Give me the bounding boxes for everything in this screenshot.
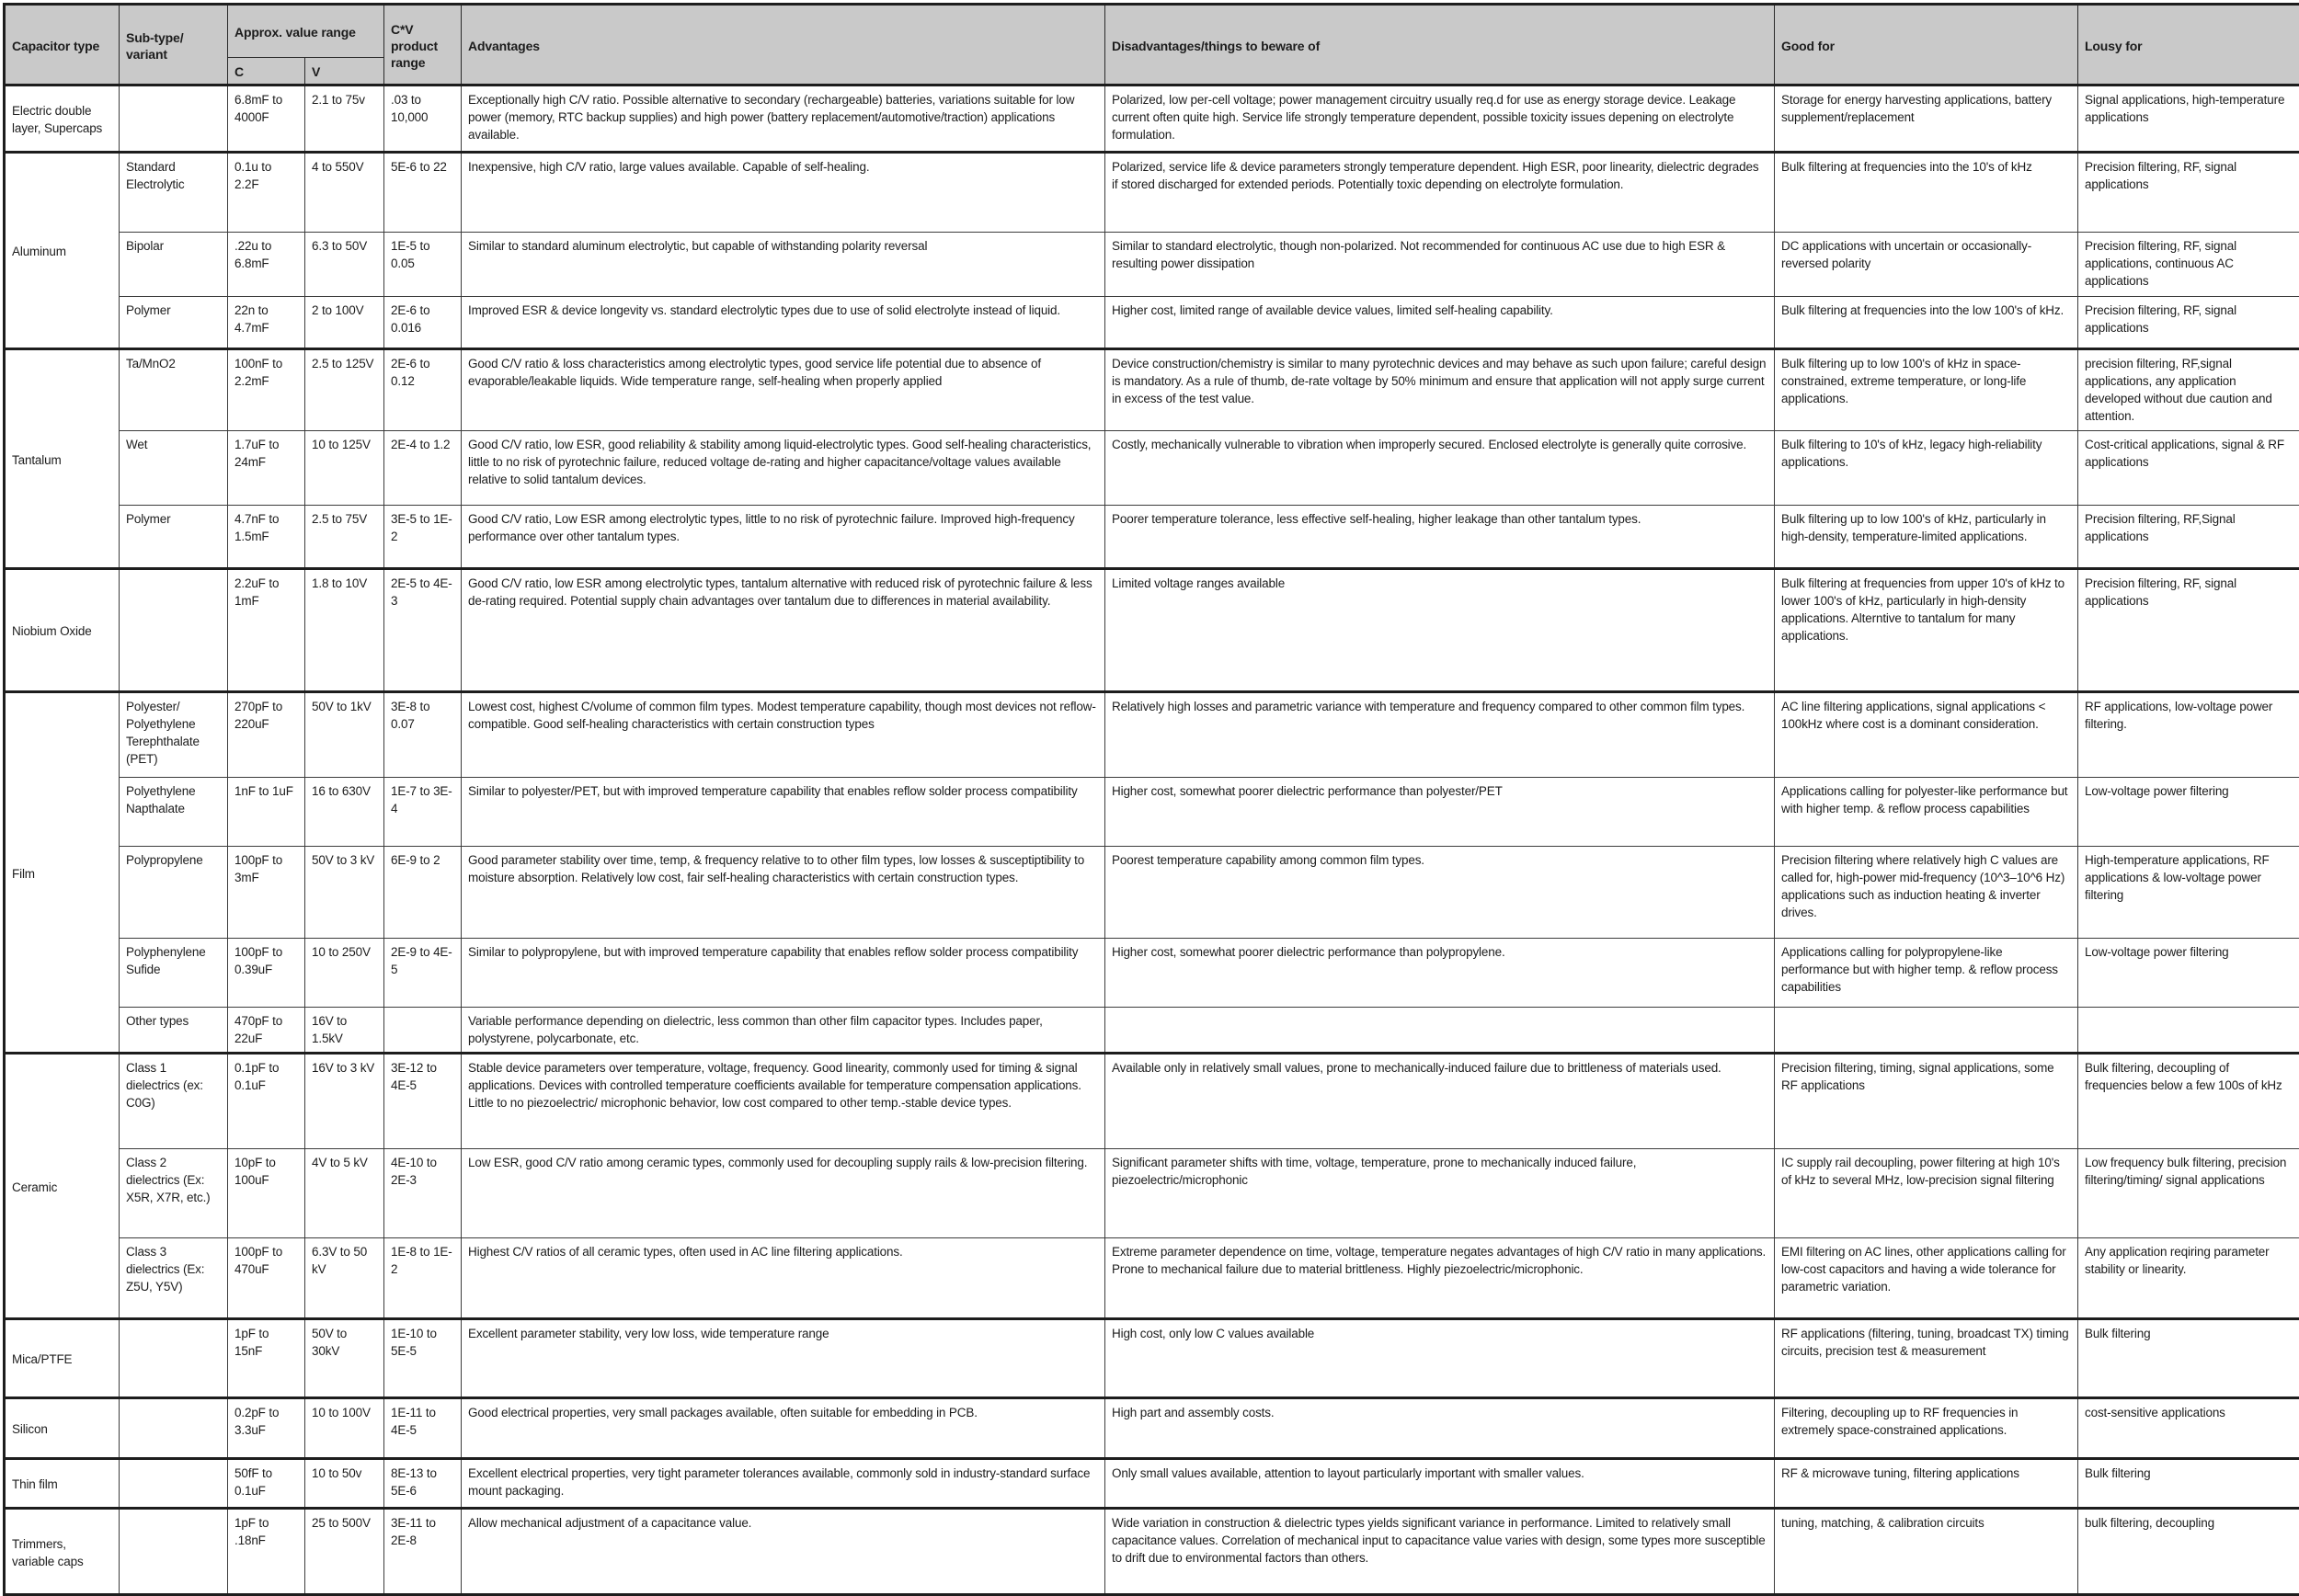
lousy-for-cell: Precision filtering, RF, signal applications xyxy=(2078,569,2299,692)
good-for-cell xyxy=(1775,1008,2078,1054)
advantages-cell: Exceptionally high C/V ratio. Possible alternative to secondary (rechargeable) batteries, variations suitable for low power (memory, RTC backup supplies) and high power (battery replacement/automotive/traction) applications available. xyxy=(462,86,1105,153)
good-for-cell: Storage for energy harvesting applications, battery supplement/replacement xyxy=(1775,86,2078,153)
disadvantages-cell: Poorest temperature capability among common film types. xyxy=(1105,847,1775,939)
v-range-cell: 10 to 50v xyxy=(305,1459,384,1509)
table-row xyxy=(5,778,2299,847)
advantages-cell: Allow mechanical adjustment of a capacitance value. xyxy=(462,1509,1105,1595)
disadvantages-cell: Polarized, low per-cell voltage; power management circuitry usually req.d for use as energy storage device. Leakage current often quite high. Service life strongly temperature dependent, possible toxicity issues depening on electrolyte formulation. xyxy=(1105,86,1775,153)
c-range-cell: 100pF to 470uF xyxy=(228,1238,305,1319)
lousy-for-cell: Low-voltage power filtering xyxy=(2078,939,2299,1008)
good-for-cell: Precision filtering, timing, signal applications, some RF applications xyxy=(1775,1054,2078,1149)
table-row xyxy=(5,297,2299,349)
good-for-cell: DC applications with uncertain or occasionally-reversed polarity xyxy=(1775,233,2078,297)
capacitor-comparison-table xyxy=(3,3,2299,1596)
capacitor-type-cell: Electric double layer, Supercaps xyxy=(5,86,120,153)
sub-type-cell xyxy=(120,1398,228,1459)
disadvantages-cell: Limited voltage ranges available xyxy=(1105,569,1775,692)
v-range-cell: 4V to 5 kV xyxy=(305,1149,384,1238)
table-row xyxy=(5,1149,2299,1238)
cv-product-cell: 4E-10 to 2E-3 xyxy=(384,1149,462,1238)
good-for-cell: Applications calling for polyester-like performance but with higher temp. & reflow process capabilities xyxy=(1775,778,2078,847)
v-range-cell: 6.3 to 50V xyxy=(305,233,384,297)
good-for-cell: Bulk filtering up to low 100's of kHz, particularly in high-density, temperature-limited applications. xyxy=(1775,506,2078,569)
sub-type-cell xyxy=(120,1459,228,1509)
c-range-cell: 2.2uF to 1mF xyxy=(228,569,305,692)
lousy-for-cell: Low frequency bulk filtering, precision filtering/timing/ signal applications xyxy=(2078,1149,2299,1238)
v-range-cell: 6.3V to 50 kV xyxy=(305,1238,384,1319)
sub-type-cell: Class 3 dielectrics (Ex: Z5U, Y5V) xyxy=(120,1238,228,1319)
advantages-cell: Highest C/V ratios of all ceramic types, often used in AC line filtering applications. xyxy=(462,1238,1105,1319)
table-header xyxy=(5,5,2299,86)
disadvantages-cell: Higher cost, limited range of available device values, limited self-healing capability. xyxy=(1105,297,1775,349)
advantages-cell: Good electrical properties, very small packages available, often suitable for embedding in PCB. xyxy=(462,1398,1105,1459)
c-range-cell: 0.1pF to 0.1uF xyxy=(228,1054,305,1149)
cv-product-cell: 1E-8 to 1E-2 xyxy=(384,1238,462,1319)
capacitor-type-cell: Thin film xyxy=(5,1459,120,1509)
table-row xyxy=(5,349,2299,431)
v-range-cell: 10 to 125V xyxy=(305,431,384,506)
sub-type-cell xyxy=(120,569,228,692)
disadvantages-cell: Higher cost, somewhat poorer dielectric performance than polypropylene. xyxy=(1105,939,1775,1008)
sub-type-cell: Ta/MnO2 xyxy=(120,349,228,431)
good-for-cell: Precision filtering where relatively high C values are called for, high-power mid-frequency (10^3–10^6 Hz) applications such as induction heating & inverter drives. xyxy=(1775,847,2078,939)
sub-type-cell: Bipolar xyxy=(120,233,228,297)
c-range-cell: 50fF to 0.1uF xyxy=(228,1459,305,1509)
disadvantages-cell: High cost, only low C values available xyxy=(1105,1319,1775,1398)
cv-product-cell: 2E-6 to 0.12 xyxy=(384,349,462,431)
capacitor-type-cell: Tantalum xyxy=(5,349,120,569)
v-range-cell: 2.1 to 75v xyxy=(305,86,384,153)
table-row xyxy=(5,506,2299,569)
sub-type-cell: Polyester/ Polyethylene Terephthalate (PET) xyxy=(120,692,228,778)
cv-product-cell: 2E-9 to 4E-5 xyxy=(384,939,462,1008)
header-capacitor-type: Capacitor type xyxy=(5,5,120,86)
lousy-for-cell xyxy=(2078,1008,2299,1054)
lousy-for-cell: Low-voltage power filtering xyxy=(2078,778,2299,847)
c-range-cell: 0.1u to 2.2F xyxy=(228,153,305,233)
table-body xyxy=(5,86,2299,1595)
disadvantages-cell: Available only in relatively small values, prone to mechanically-induced failure due to brittleness of materials used. xyxy=(1105,1054,1775,1149)
lousy-for-cell: Precision filtering, RF, signal applications xyxy=(2078,153,2299,233)
lousy-for-cell: Bulk filtering xyxy=(2078,1319,2299,1398)
lousy-for-cell: Precision filtering, RF, signal applications xyxy=(2078,297,2299,349)
lousy-for-cell: Precision filtering, RF, signal applications, continuous AC applications xyxy=(2078,233,2299,297)
advantages-cell: Inexpensive, high C/V ratio, large values available. Capable of self-healing. xyxy=(462,153,1105,233)
advantages-cell: Lowest cost, highest C/volume of common film types. Modest temperature capability, though most devices not reflow-compatible. Good self-healing characteristics with certain construction types xyxy=(462,692,1105,778)
c-range-cell: 22n to 4.7mF xyxy=(228,297,305,349)
good-for-cell: EMI filtering on AC lines, other applications calling for low-cost capacitors and having a wide tolerance for parametric variation. xyxy=(1775,1238,2078,1319)
lousy-for-cell: bulk filtering, decoupling xyxy=(2078,1509,2299,1595)
lousy-for-cell: Precision filtering, RF,Signal applications xyxy=(2078,506,2299,569)
lousy-for-cell: Bulk filtering, decoupling of frequencies below a few 100s of kHz xyxy=(2078,1054,2299,1149)
advantages-cell: Good C/V ratio & loss characteristics among electrolytic types, good service life potential due to absence of evaporable/leakable liquids. Wide temperature range, self-healing when properly applied xyxy=(462,349,1105,431)
good-for-cell: RF applications (filtering, tuning, broadcast TX) timing circuits, precision test & measurement xyxy=(1775,1319,2078,1398)
header-advantages: Advantages xyxy=(462,5,1105,86)
good-for-cell: Bulk filtering to 10's of kHz, legacy high-reliability applications. xyxy=(1775,431,2078,506)
advantages-cell: Similar to polypropylene, but with improved temperature capability that enables reflow solder process compatibility xyxy=(462,939,1105,1008)
sub-type-cell: Standard Electrolytic xyxy=(120,153,228,233)
table-row xyxy=(5,692,2299,778)
cv-product-cell: .03 to 10,000 xyxy=(384,86,462,153)
disadvantages-cell: Higher cost, somewhat poorer dielectric performance than polyester/PET xyxy=(1105,778,1775,847)
cv-product-cell: 3E-11 to 2E-8 xyxy=(384,1509,462,1595)
v-range-cell: 1.8 to 10V xyxy=(305,569,384,692)
c-range-cell: 270pF to 220uF xyxy=(228,692,305,778)
c-range-cell: 1nF to 1uF xyxy=(228,778,305,847)
advantages-cell: Good C/V ratio, Low ESR among electrolytic types, little to no risk of pyrotechnic failure. Improved high-frequency performance over other tantalum types. xyxy=(462,506,1105,569)
disadvantages-cell: Wide variation in construction & dielectric types yields significant variance in performance. Limited to relatively small capacitance values. Correlation of mechanical input to capacitance value varies with design, some types more susceptible to drift due to environmental factors than others. xyxy=(1105,1509,1775,1595)
v-range-cell: 4 to 550V xyxy=(305,153,384,233)
c-range-cell: 4.7nF to 1.5mF xyxy=(228,506,305,569)
disadvantages-cell: Relatively high losses and parametric variance with temperature and frequency compared to other common film types. xyxy=(1105,692,1775,778)
good-for-cell: tuning, matching, & calibration circuits xyxy=(1775,1509,2078,1595)
table-row xyxy=(5,1398,2299,1459)
v-range-cell: 2.5 to 75V xyxy=(305,506,384,569)
table-row xyxy=(5,233,2299,297)
disadvantages-cell: Device construction/chemistry is similar to many pyrotechnic devices and may behave as such upon failure; careful design is mandatory. As a rule of thumb, de-rate voltage by 50% minimum and ensure that application will not apply surge current in excess of the test value. xyxy=(1105,349,1775,431)
sub-type-cell: Class 1 dielectrics (ex: C0G) xyxy=(120,1054,228,1149)
table-row xyxy=(5,939,2299,1008)
good-for-cell: Filtering, decoupling up to RF frequencies in extremely space-constrained applications. xyxy=(1775,1398,2078,1459)
lousy-for-cell: High-temperature applications, RF applications & low-voltage power filtering xyxy=(2078,847,2299,939)
c-range-cell: 1pF to .18nF xyxy=(228,1509,305,1595)
lousy-for-cell: Signal applications, high-temperature applications xyxy=(2078,86,2299,153)
good-for-cell: AC line filtering applications, signal applications < 100kHz where cost is a dominant consideration. xyxy=(1775,692,2078,778)
sub-type-cell: Polyphenylene Sufide xyxy=(120,939,228,1008)
cv-product-cell xyxy=(384,1008,462,1054)
header-good-for: Good for xyxy=(1775,5,2078,86)
good-for-cell: Bulk filtering up to low 100's of kHz in space-constrained, extreme temperature, or long-life applications. xyxy=(1775,349,2078,431)
lousy-for-cell: Bulk filtering xyxy=(2078,1459,2299,1509)
table-row xyxy=(5,1054,2299,1149)
table-row xyxy=(5,1319,2299,1398)
good-for-cell: Bulk filtering at frequencies into the low 100's of kHz. xyxy=(1775,297,2078,349)
table-row xyxy=(5,1509,2299,1595)
advantages-cell: Good C/V ratio, low ESR, good reliability & stability among liquid-electrolytic types. Good self-healing characteristics, little to no risk of pyrotechnic failure, reduced voltage de-rating and higher capacitance/voltage values available relative to solid tantalum devices. xyxy=(462,431,1105,506)
disadvantages-cell: Significant parameter shifts with time, voltage, temperature, prone to mechanically induced failure, piezoelectric/microphonic xyxy=(1105,1149,1775,1238)
c-range-cell: 100pF to 0.39uF xyxy=(228,939,305,1008)
v-range-cell: 16 to 630V xyxy=(305,778,384,847)
v-range-cell: 50V to 1kV xyxy=(305,692,384,778)
sub-type-cell: Polypropylene xyxy=(120,847,228,939)
good-for-cell: Bulk filtering at frequencies into the 10's of kHz xyxy=(1775,153,2078,233)
header-cv-product-range: C*V product range xyxy=(384,5,462,86)
disadvantages-cell: High part and assembly costs. xyxy=(1105,1398,1775,1459)
header-c-column: C xyxy=(228,58,305,86)
sub-type-cell xyxy=(120,86,228,153)
cv-product-cell: 1E-11 to 4E-5 xyxy=(384,1398,462,1459)
cv-product-cell: 6E-9 to 2 xyxy=(384,847,462,939)
v-range-cell: 2 to 100V xyxy=(305,297,384,349)
table-row xyxy=(5,1008,2299,1054)
c-range-cell: 10pF to 100uF xyxy=(228,1149,305,1238)
c-range-cell: 1.7uF to 24mF xyxy=(228,431,305,506)
disadvantages-cell: Similar to standard electrolytic, though non-polarized. Not recommended for continuous AC use due to high ESR & resulting power dissipation xyxy=(1105,233,1775,297)
cv-product-cell: 2E-5 to 4E-3 xyxy=(384,569,462,692)
good-for-cell: IC supply rail decoupling, power filtering at high 10's of kHz to several MHz, low-precision signal filtering xyxy=(1775,1149,2078,1238)
disadvantages-cell xyxy=(1105,1008,1775,1054)
v-range-cell: 10 to 100V xyxy=(305,1398,384,1459)
capacitor-type-cell: Silicon xyxy=(5,1398,120,1459)
v-range-cell: 50V to 3 kV xyxy=(305,847,384,939)
header-sub-type: Sub-type/ variant xyxy=(120,5,228,86)
advantages-cell: Similar to standard aluminum electrolytic, but capable of withstanding polarity reversal xyxy=(462,233,1105,297)
c-range-cell: 100pF to 3mF xyxy=(228,847,305,939)
v-range-cell: 25 to 500V xyxy=(305,1509,384,1595)
advantages-cell: Good C/V ratio, low ESR among electrolytic types, tantalum alternative with reduced risk of pyrotechnic failure & less de-rating required. Potential supply chain advantages over tantalum due to differences in material availability. xyxy=(462,569,1105,692)
advantages-cell: Stable device parameters over temperature, voltage, frequency. Good linearity, commonly used for timing & signal applications. Devices with controlled temperature coefficients available for temperature compensation applications. Little to no piezoelectric/ microphonic behavior, low cost compared to other temp.-stable device types. xyxy=(462,1054,1105,1149)
advantages-cell: Variable performance depending on dielectric, less common than other film capacitor types. Includes paper, polystyrene, polycarbonate, etc. xyxy=(462,1008,1105,1054)
capacitor-type-cell: Aluminum xyxy=(5,153,120,349)
lousy-for-cell: Any application reqiring parameter stability or linearity. xyxy=(2078,1238,2299,1319)
cv-product-cell: 8E-13 to 5E-6 xyxy=(384,1459,462,1509)
sub-type-cell: Polymer xyxy=(120,297,228,349)
capacitor-type-cell: Mica/PTFE xyxy=(5,1319,120,1398)
lousy-for-cell: Cost-critical applications, signal & RF applications xyxy=(2078,431,2299,506)
capacitor-type-cell: Film xyxy=(5,692,120,1054)
table-row xyxy=(5,431,2299,506)
cv-product-cell: 3E-8 to 0.07 xyxy=(384,692,462,778)
sub-type-cell: Polyethylene Napthalate xyxy=(120,778,228,847)
advantages-cell: Good parameter stability over time, temp, & frequency relative to to other film types, low losses & susceptiptibility to moisture absorption. Relatively low cost, fair self-healing characteristics with certain construction types. xyxy=(462,847,1105,939)
disadvantages-cell: Poorer temperature tolerance, less effective self-healing, higher leakage than other tantalum types. xyxy=(1105,506,1775,569)
c-range-cell: 100nF to 2.2mF xyxy=(228,349,305,431)
lousy-for-cell: cost-sensitive applications xyxy=(2078,1398,2299,1459)
capacitor-type-cell: Trimmers, variable caps xyxy=(5,1509,120,1595)
c-range-cell: 1pF to 15nF xyxy=(228,1319,305,1398)
sub-type-cell xyxy=(120,1319,228,1398)
cv-product-cell: 1E-7 to 3E-4 xyxy=(384,778,462,847)
cv-product-cell: 2E-4 to 1.2 xyxy=(384,431,462,506)
cv-product-cell: 5E-6 to 22 xyxy=(384,153,462,233)
capacitor-type-cell: Niobium Oxide xyxy=(5,569,120,692)
good-for-cell: Bulk filtering at frequencies from upper 10's of kHz to lower 100's of kHz, particularly in high-density applications. Alterntive to tantalum for many applications. xyxy=(1775,569,2078,692)
table-row xyxy=(5,86,2299,153)
advantages-cell: Similar to polyester/PET, but with improved temperature capability that enables reflow solder process compatibility xyxy=(462,778,1105,847)
v-range-cell: 16V to 1.5kV xyxy=(305,1008,384,1054)
table-row xyxy=(5,153,2299,233)
v-range-cell: 2.5 to 125V xyxy=(305,349,384,431)
v-range-cell: 10 to 250V xyxy=(305,939,384,1008)
table-row xyxy=(5,569,2299,692)
advantages-cell: Excellent electrical properties, very tight parameter tolerances available, commonly sold in industry-standard surface mount packaging. xyxy=(462,1459,1105,1509)
c-range-cell: 0.2pF to 3.3uF xyxy=(228,1398,305,1459)
header-row-1 xyxy=(5,5,2299,58)
c-range-cell: 470pF to 22uF xyxy=(228,1008,305,1054)
header-disadvantages: Disadvantages/things to beware of xyxy=(1105,5,1775,86)
advantages-cell: Improved ESR & device longevity vs. standard electrolytic types due to use of solid electrolyte instead of liquid. xyxy=(462,297,1105,349)
cv-product-cell: 1E-10 to 5E-5 xyxy=(384,1319,462,1398)
cv-product-cell: 3E-12 to 4E-5 xyxy=(384,1054,462,1149)
good-for-cell: Applications calling for polypropylene-like performance but with higher temp. & reflow process capabilities xyxy=(1775,939,2078,1008)
advantages-cell: Excellent parameter stability, very low loss, wide temperature range xyxy=(462,1319,1105,1398)
v-range-cell: 16V to 3 kV xyxy=(305,1054,384,1149)
disadvantages-cell: Extreme parameter dependence on time, voltage, temperature negates advantages of high C/V ratio in many applications. Prone to mechanical failure due to material brittleness. Highly piezoelectric/microphonic. xyxy=(1105,1238,1775,1319)
v-range-cell: 50V to 30kV xyxy=(305,1319,384,1398)
table-row xyxy=(5,1459,2299,1509)
disadvantages-cell: Polarized, service life & device parameters strongly temperature dependent. High ESR, poor linearity, dielectric degrades if stored discharged for extended periods. Potentially toxic depending on electrolyte formulation. xyxy=(1105,153,1775,233)
disadvantages-cell: Only small values available, attention to layout particularly important with smaller values. xyxy=(1105,1459,1775,1509)
sub-type-cell: Polymer xyxy=(120,506,228,569)
header-lousy-for: Lousy for xyxy=(2078,5,2299,86)
c-range-cell: 6.8mF to 4000F xyxy=(228,86,305,153)
disadvantages-cell: Costly, mechanically vulnerable to vibration when improperly secured. Enclosed electrolyte is generally quite corrosive. xyxy=(1105,431,1775,506)
lousy-for-cell: precision filtering, RF,signal applications, any application developed without due caution and attention. xyxy=(2078,349,2299,431)
header-v-column: V xyxy=(305,58,384,86)
table-row xyxy=(5,1238,2299,1319)
cv-product-cell: 2E-6 to 0.016 xyxy=(384,297,462,349)
advantages-cell: Low ESR, good C/V ratio among ceramic types, commonly used for decoupling supply rails & low-precision filtering. xyxy=(462,1149,1105,1238)
sub-type-cell: Wet xyxy=(120,431,228,506)
lousy-for-cell: RF applications, low-voltage power filtering. xyxy=(2078,692,2299,778)
c-range-cell: .22u to 6.8mF xyxy=(228,233,305,297)
header-approx-value-range: Approx. value range xyxy=(228,5,384,58)
cv-product-cell: 1E-5 to 0.05 xyxy=(384,233,462,297)
good-for-cell: RF & microwave tuning, filtering applications xyxy=(1775,1459,2078,1509)
sub-type-cell: Other types xyxy=(120,1008,228,1054)
sub-type-cell xyxy=(120,1509,228,1595)
sub-type-cell: Class 2 dielectrics (Ex: X5R, X7R, etc.) xyxy=(120,1149,228,1238)
capacitor-type-cell: Ceramic xyxy=(5,1054,120,1319)
table-row xyxy=(5,847,2299,939)
cv-product-cell: 3E-5 to 1E-2 xyxy=(384,506,462,569)
